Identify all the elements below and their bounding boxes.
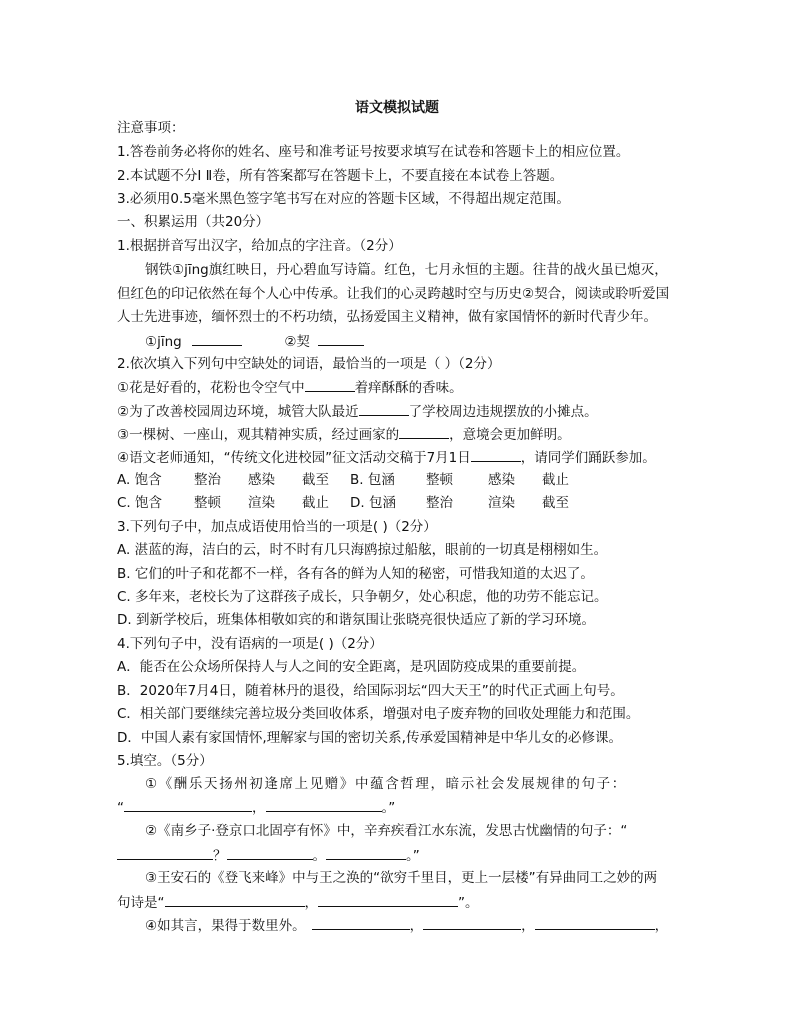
question-5-blanks: ④如其言，果得于数里外。 ， ， ， [145, 918, 669, 934]
answer-blank[interactable] [535, 916, 655, 930]
option-choice[interactable]: C．相关部门要继续完善垃圾分类回收体系，增强对电子废弃物的回收处理能力和范围。 [117, 706, 640, 722]
question-1-passage: 钢铁①jīng旗红映日，丹心碧血写诗篇。红色，七月永恒的主题。往昔的战火虽已熄灭， [145, 262, 668, 278]
answer-blank[interactable] [326, 846, 406, 860]
option-choice[interactable]: B. 它们的叶子和花都不一样，各有各的鲜为人知的秘密，可惜我知道的太迟了。 [117, 566, 594, 582]
question-4-stem: 4.下列句子中，没有语病的一项是( )（2分） [117, 636, 383, 652]
answer-blank[interactable] [399, 425, 449, 439]
answer-blank[interactable] [192, 332, 242, 346]
question-3-stem: 3.下列句子中，加点成语使用恰当的一项是( )（2分） [117, 519, 437, 535]
option-choice[interactable]: B. 包涵 [350, 472, 395, 488]
question-1-passage: 人士先进事迹，缅怀烈士的不朽功绩，弘扬爱国主义精神，做有家国情怀的新时代青少年。 [117, 309, 657, 325]
question-5-blanks: “ ， 。” [117, 800, 396, 816]
answer-blank[interactable] [471, 448, 521, 462]
answer-blank[interactable] [117, 846, 213, 860]
notice-item: 1.答卷前务必将你的姓名、座号和准考证号按要求填写在试卷和答题卡上的相应位置。 [117, 144, 630, 160]
answer-label: ①jīng [145, 334, 182, 350]
question-5-blanks: 句诗是“ ， ”。 [117, 895, 479, 911]
question-5-item: ④如其言，果得于数里外。 [145, 918, 306, 934]
answer-blank[interactable] [312, 916, 410, 930]
answer-blank[interactable] [227, 846, 313, 860]
question-2-sentence: ②为了改善校园周边环境，城管大队最近 了学校周边违规摆放的小摊点。 [117, 404, 598, 420]
question-5-item: ②《南乡子·登京口北固亭有怀》中，辛弃疾看江水东流，发思古忧幽情的句子：“ [145, 823, 628, 839]
notice-item: 3.必须用0.5毫米黑色签字笔书写在对应的答题卡区域，不得超出规定范围。 [117, 191, 570, 207]
notice-heading: 注意事项： [117, 120, 185, 136]
question-2-stem: 2.依次填入下列句中空缺处的词语，最恰当的一项是（ ）（2分） [117, 356, 501, 372]
answer-blank[interactable] [318, 893, 458, 907]
answer-blank[interactable] [305, 378, 355, 392]
answer-blank[interactable] [423, 916, 521, 930]
question-5-stem: 5.填空。（5分） [117, 753, 213, 769]
option-choice[interactable]: C. 多年来，老校长为了这群孩子成长，只争朝夕，处心积虑，他的功劳不能忘记。 [117, 589, 608, 605]
question-5-item: ③王安石的《登飞来峰》中与王之涣的“欲穷千里目，更上一层楼”有异曲同工之妙的两 [145, 870, 658, 886]
answer-blank[interactable] [124, 798, 252, 812]
question-2-sentence: ④语文老师通知，“传统文化进校园”征文活动交稿于7月1日 ，请同学们踊跃参加。 [117, 450, 656, 466]
option-choice[interactable]: A. 饱含 [117, 472, 162, 488]
question-1-passage: 但红色的印记依然在每个人心中传承。让我们的心灵跨越时空与历史②契合，阅读或聆听爱国 [117, 286, 670, 302]
question-5-blanks: ？ 。 。” [117, 846, 420, 865]
option-choice[interactable]: D．中国人素有家国情怀,理解家与国的密切关系,传承爱国精神是中华儿女的必修课。 [117, 730, 622, 746]
question-2-sentence: ③一棵树、一座山，观其精神实质，经过画家的 ，意境会更加鲜明。 [117, 427, 571, 443]
question-2-options: C. 饱含 整顿 渲染 截止 D. 包涵 整治 渲染 截至 [117, 495, 569, 511]
question-2-sentence: ①花是好看的，花粉也令空气中 着痒酥酥的香味。 [117, 380, 463, 396]
option-choice[interactable]: B．2020年7月4日，随着林丹的退役，给国际羽坛“四大天王”的时代正式画上句号。 [117, 683, 624, 699]
page-title: 语文模拟试题 [355, 100, 439, 116]
answer-blank[interactable] [318, 332, 364, 346]
section-heading: 一、积累运用（共20分） [117, 214, 270, 230]
answer-blank[interactable] [165, 893, 305, 907]
question-5-item: ①《酬乐天扬州初逢席上见赠》中蕴含哲理，暗示社会发展规律的句子： [145, 776, 627, 792]
option-choice[interactable]: C. 饱含 [117, 495, 163, 511]
answer-blank[interactable] [266, 798, 382, 812]
question-2-options: A. 饱含 整治 感染 截至 B. 包涵 整顿 感染 截止 [117, 472, 569, 488]
answer-blank[interactable] [359, 402, 409, 416]
option-choice[interactable]: D. 到新学校后，班集体相敬如宾的和谐氛围让张晓亮很快适应了新的学习环境。 [117, 612, 595, 628]
answer-label: ②契 [284, 334, 310, 350]
question-1-answers [145, 332, 364, 351]
option-choice[interactable]: D. 包涵 [350, 495, 396, 511]
option-choice[interactable]: A. 湛蓝的海，洁白的云，时不时有几只海鸥掠过船舷，眼前的一切真是栩栩如生。 [117, 542, 608, 558]
question-1-stem: 1.根据拼音写出汉字，给加点的字注音。（2分） [117, 238, 402, 254]
notice-item: 2.本试题不分Ⅰ Ⅱ卷，所有答案都写在答题卡上，不要直接在本试卷上答题。 [117, 168, 564, 184]
option-choice[interactable]: A．能否在公众场所保持人与人之间的安全距离，是巩固防疫成果的重要前提。 [117, 659, 586, 675]
